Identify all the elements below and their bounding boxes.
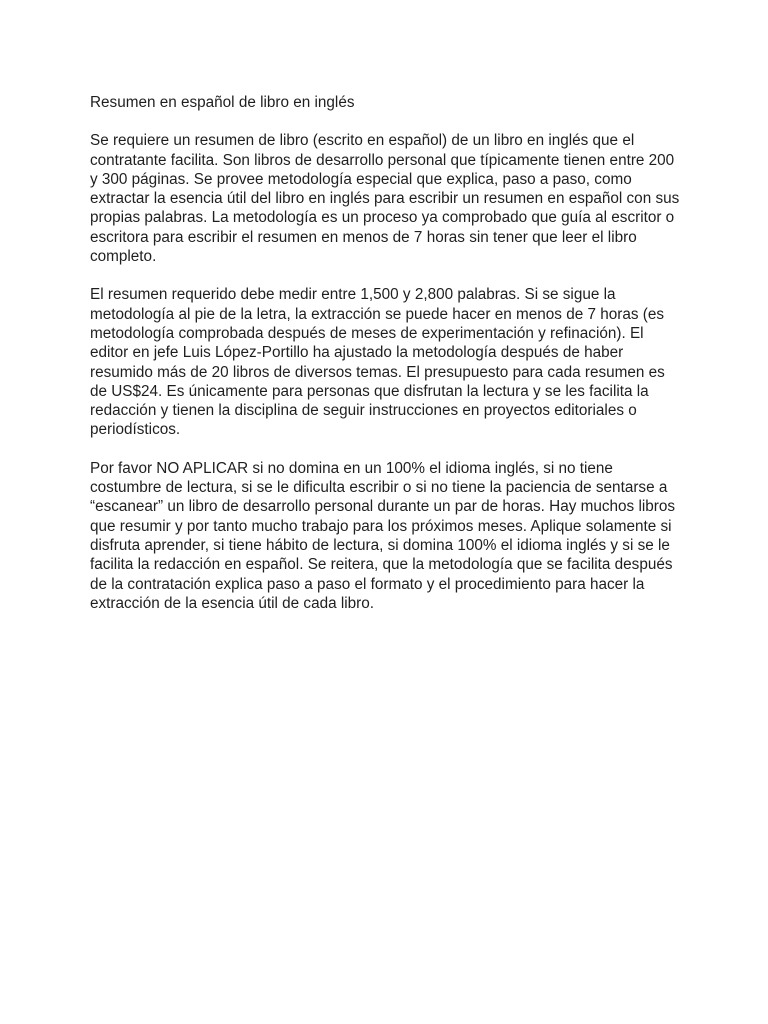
paragraph-3: Por favor NO APLICAR si no domina en un 100% el idioma inglés, si no tiene costumbre de lectura, si se le dificulta escribir o si no tiene la paciencia de sentarse a “escanear” un libro de desarrollo personal durante un par de horas. Hay muchos libros que resumir y por tanto mucho trabajo para los próximos meses. Aplique solamente si disfruta aprender, si tiene hábito de lectura, si domina 100% el idioma inglés y si se le facilita la redacción en español. Se reitera, que la metodología que se facilita después de la contratación explica paso a paso el formato y el procedimiento para hacer la extracción de la esencia útil de cada libro. [90,459,676,612]
paragraph-2: El resumen requerido debe medir entre 1,500 y 2,800 palabras. Si se sigue la metodología al pie de la letra, la extracción se puede hacer en menos de 7 horas (es metodología comprobada después de meses de experimentación y refinación). El editor en jefe Luis López-Portillo ha ajustado la metodología después de haber resumido más de 20 libros de diversos temas. El presupuesto para cada resumen es de US$24. Es únicamente para personas que disfrutan la lectura y se les facilita la redacción y tienen la disciplina de seguir instrucciones en proyectos editoriales o periodísticos. [90,286,665,439]
document-page [90,93,682,632]
document-title: Resumen en español de libro en inglés [90,94,355,111]
paragraph-1: Se requiere un resumen de libro (escrito en español) de un libro en inglés que el contratante facilita. Son libros de desarrollo personal que típicamente tienen entre 200 y 300 páginas. Se provee metodología especial que explica, paso a paso, como extractar la esencia útil del libro en inglés para escribir un resumen en español con sus propias palabras. La metodología es un proceso ya comprobado que guía al escritor o escritora para escribir el resumen en menos de 7 horas sin tener que leer el libro completo. [90,132,680,266]
